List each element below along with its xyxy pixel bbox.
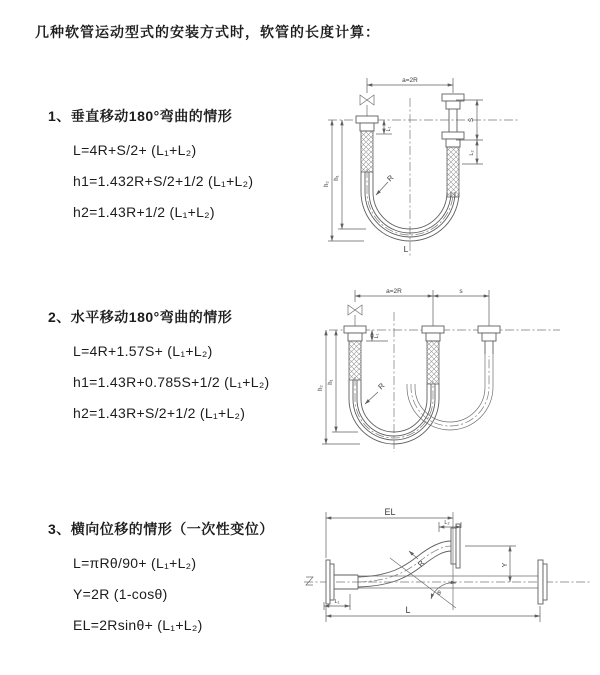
diagram-vertical-180-bend: [306, 72, 595, 264]
formula-h1: h1=1.432R+S/2+1/2 (L₁+L₂): [73, 173, 254, 189]
right-flange-original: [538, 560, 547, 604]
diagram-lateral-displacement: [298, 502, 598, 652]
dimension-h2: [324, 120, 364, 241]
section-3-heading: 3、横向位移的情形（一次性变位）: [48, 521, 274, 537]
formula-y: Y=2R (1-cosθ): [73, 586, 168, 602]
dimension-a-2r: [367, 77, 453, 93]
dim-label-l2: L₂: [444, 520, 450, 526]
dim-label-h2: h₂: [318, 385, 324, 391]
formula-length: L=4R+1.57S+ (L₁+L₂): [73, 343, 213, 359]
dim-label-l1: L₁: [334, 599, 340, 605]
label-radius-r: R: [385, 173, 396, 184]
left-hose-fitting: [344, 326, 366, 380]
valve-icon: [360, 95, 374, 116]
middle-hose-fitting: [422, 326, 444, 384]
dim-label-s: s: [459, 288, 463, 295]
dimension-l2: [462, 140, 483, 164]
dim-label-l1: L₁: [386, 126, 392, 132]
dimension-el: [326, 507, 453, 558]
angle-label-theta: θ: [437, 590, 441, 597]
formula-h1: h1=1.43R+0.785S+1/2 (L₁+L₂): [73, 374, 270, 390]
section-lateral-displacement: [48, 519, 274, 641]
dimension-l: [326, 605, 540, 622]
formula-el: EL=2Rsinθ+ (L₁+L₂): [73, 617, 203, 633]
dim-label-h1: h₁: [334, 175, 340, 181]
right-flange-displaced: [451, 524, 460, 568]
section-2-heading: 2、水平移动180°弯曲的情形: [48, 309, 233, 325]
dim-label-y: Y: [502, 562, 509, 568]
dim-label-a2r: a=2R: [402, 77, 418, 84]
formula-h2: h2=1.43R+S/2+1/2 (L₁+L₂): [73, 405, 246, 421]
label-radius-r: R: [415, 558, 427, 569]
section-1-heading: 1、垂直移动180°弯曲的情形: [48, 108, 233, 124]
radius-r-leader: [376, 173, 396, 195]
right-hose-fitting-shifted: [478, 326, 500, 354]
formula-length: L=4R+S/2+ (L₁+L₂): [73, 142, 197, 158]
dimension-l1: [366, 330, 388, 341]
dim-label-a2r: a=2R: [386, 288, 402, 295]
left-hose-fitting: [356, 116, 378, 172]
label-length-l: L: [403, 244, 409, 254]
diagram-horizontal-180-bend: [304, 284, 600, 460]
dimension-s: [433, 288, 489, 296]
dim-label-s: S: [468, 117, 475, 123]
radius-r-leader: [365, 381, 387, 404]
pipe-break-mark: [306, 577, 313, 585]
right-hose-fitting: [442, 94, 464, 197]
formula-h2: h2=1.43R+1/2 (L₁+L₂): [73, 204, 215, 220]
valve-icon: [348, 305, 362, 326]
dimension-y: [465, 546, 516, 582]
page-title: 几种软管运动型式的安装方式时，软管的长度计算：: [35, 24, 380, 40]
dim-label-el: EL: [384, 507, 396, 517]
section-vertical-movement: [48, 106, 253, 228]
hose-u-bend-position-2: [407, 354, 493, 430]
hose-s-curve: [358, 541, 451, 587]
dimension-a-2r: [355, 288, 489, 326]
radius-r-leader: [409, 551, 427, 568]
dim-label-h2: h₂: [324, 181, 330, 187]
label-radius-r: R: [376, 381, 387, 392]
dim-label-l1: L₁: [374, 333, 380, 339]
dim-label-l2: L₂: [469, 150, 475, 156]
dim-label-l: L: [405, 605, 411, 615]
dim-label-h1: h₁: [328, 379, 334, 385]
section-horizontal-movement: [48, 307, 270, 429]
formula-length: L=πRθ/90+ (L₁+L₂): [73, 555, 197, 571]
